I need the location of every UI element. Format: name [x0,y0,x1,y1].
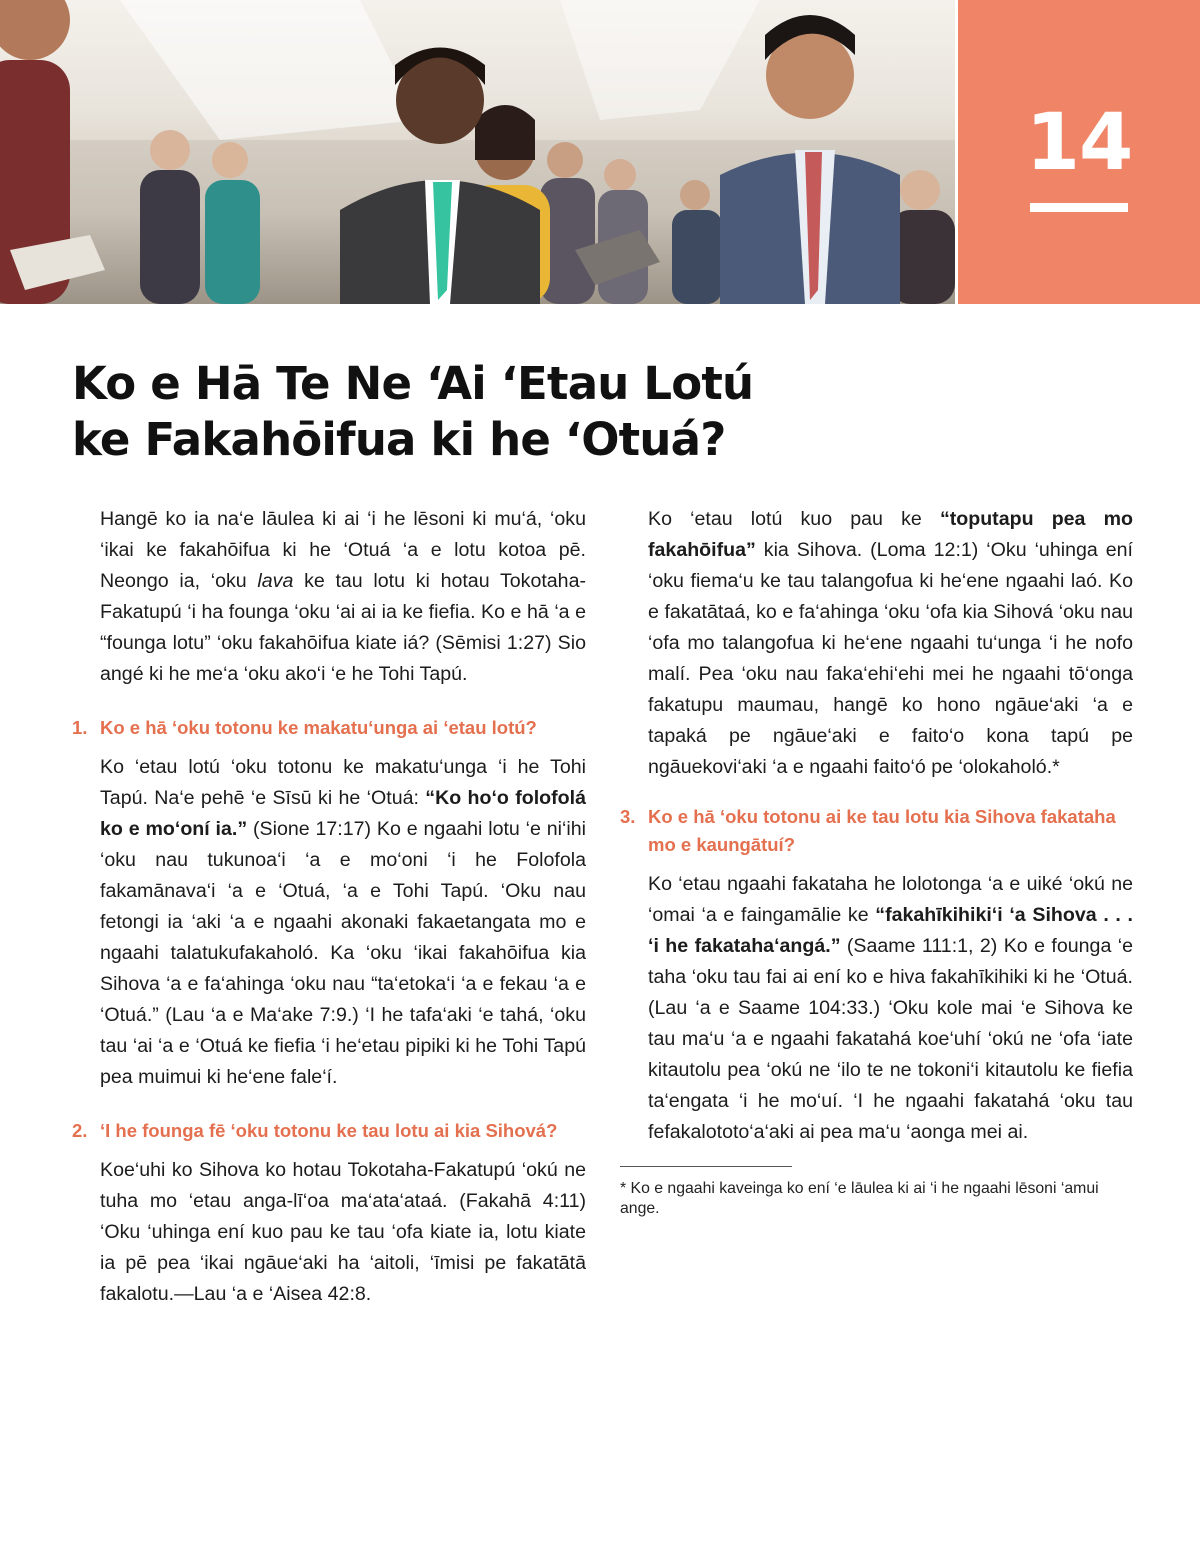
header-photo [0,0,955,304]
section-2b-text-1: Ko ‘etau lotú kuo pau ke [648,508,940,530]
section-2-paragraph [100,1155,586,1310]
intro-emphasis: lava [257,570,294,592]
right-column [620,504,1133,1219]
section-2b-quote: “toputapu pea mo fakahōifua” [648,508,1133,561]
section-2b-text-2: kia Sihova. (Loma 12:1) ‘Oku ‘uhinga ení ‘oku fiema‘u ke tau talangofua ki he‘ene ngaahi laó. Ko e fakatātaá, ko e fa‘ahinga ‘oku ‘ofa kia Sihová ‘oku nau ‘ofa mo talangofua ki he‘ene ngaahi tu‘unga ‘i he nofo malí. Pea ‘oku nau faka‘ehi‘ehi mei he ngaahi tō‘onga fakatupu maumau, hangē ko hono ngāue‘aki ‘a e tapaká pe ngāue‘aki e faito‘o kona tapú pe ngāuekovi‘aki ‘a e ngaahi faito‘ó pe ‘olokaholó.* [648,539,1133,778]
question-3-text: Ko e hā ‘oku totonu ai ke tau lotu kia Sihova fakataha mo e kaungātuí? [648,806,1116,855]
question-3 [620,803,1133,859]
question-1-number: 1. [72,717,88,738]
chapter-rule [1030,203,1128,212]
left-column [72,504,586,1310]
section-3-text-1: Ko ‘etau ngaahi fakataha he lolotonga ‘a e uiké ‘okú ne ‘omai ‘a e faingamālie ke [648,873,1133,926]
congregation-singing-image [0,0,955,304]
section-1-text-2: (Sione 17:17) Ko e ngaahi lotu ‘e ni‘ihi ‘oku nau tukunoa‘i ‘a e mo‘oni ‘i he Folofola fakamānava‘i ‘a e ‘Otuá, ‘a e Tohi Tapú. ‘Oku nau fetongi ia ‘aki ‘a e ngaahi akonaki fakaetangata mo e ngaahi talatukufakaholó. Ka ‘oku ‘ikai fakahōifua kia Sihova ‘a e fa‘ahinga ‘oku nau “ta‘etoka‘i ‘a e fekau ‘a e ‘Otuá.” (Lau ‘a e Ma‘ake 7:9.) ‘I he tafa‘aki ‘e tahá, ‘oku tau ‘ai ‘a e ‘Otuá ke fiefia ‘i he‘etau pipiki ki he Tohi Tapú pea muimui ki he‘ene fale‘í. [100,818,586,1088]
section-2-continued-paragraph [648,504,1133,783]
title-line-2: ke Fakahōifua ki he ‘Otuá? [72,413,726,466]
question-1 [72,714,586,742]
section-3-text-2: (Saame 111:1, 2) Ko e founga ‘e taha ‘oku tau fai ai ení ko e hiva fakahīkihiki ki he ‘Otuá. (Lau ‘a e Saame 104:33.) ‘Oku kole mai ‘e Sihova ke tau ma‘u ‘a e ngaahi fakatahá koe‘uhí ‘okú ne ‘ofa ‘iate kitautolu pea ‘okú ne ‘ilo te ne tokoni‘i kitautolu ke fiefia ta‘engata ‘i he mo‘uí. ‘I he ngaahi fakatahá ‘oku tau fefakalototo‘a‘aki ai pea ma‘u ‘aonga mei ai. [648,935,1134,1143]
section-3-paragraph [648,869,1133,1148]
section-1-quote: “Ko ho‘o folofolá ko e mo‘oní ia.” [100,787,586,840]
footnote-divider [620,1166,792,1167]
question-1-text: Ko e hā ‘oku totonu ke makatu‘unga ai ‘etau lotú? [100,717,537,738]
footnote: * Ko e ngaahi kaveinga ko ení ‘e lāulea ki ai ‘i he ngaahi lēsoni ‘amui ange. [620,1180,1099,1217]
title-line-1: Ko e Hā Te Ne ‘Ai ‘Etau Lotú [72,357,754,410]
intro-text-1: Hangē ko ia na‘e lāulea ki ai ‘i he lēsoni ki mu‘á, ‘oku ‘ikai ke fakahōifua ki he ‘Otuá ‘a e lotu kotoa pē. Neongo ia, ‘oku [100,508,586,592]
section-3-quote: “fakahīkihiki‘i ‘a Sihova . . . ‘i he fakataha‘angá.” [648,904,1134,957]
section-1-paragraph [100,752,586,1093]
chapter-badge [958,0,1200,304]
intro-paragraph [100,504,586,690]
chapter-number: 14 [1025,98,1133,188]
section-2-text: Koe‘uhi ko Sihova ko hotau Tokotaha-Fakatupú ‘okú ne tuha mo ‘etau anga-lī‘oa ma‘ata‘ataá. (Fakahā 4:11) ‘Oku ‘uhinga ení kuo pau ke tau ‘ofa kiate ia, lotu kiate ia pē pea ‘ikai ngāue‘aki ha ‘aitoli, ‘īmisi pe fakatātā fakalotu.—Lau ‘a e ‘Aisea 42:8. [100,1159,586,1305]
intro-text-2: ke tau lotu ki hotau Tokotaha-Fakatupú ‘i ha founga ‘oku ‘ai ai ia ke fiefia. Ko e hā ‘a e “founga lotu” ‘oku fakahōifua kiate iá? (Sēmisi 1:27) Sio angé ki he me‘a ‘oku ako‘i ‘e he Tohi Tapú. [100,570,587,685]
section-1-text-1: Ko ‘etau lotú ‘oku totonu ke makatu‘unga ‘i he Tohi Tapú. Na‘e pehē ‘e Sīsū ki he ‘Otuá: [100,756,586,809]
question-3-number: 3. [620,806,636,827]
page-title [72,356,972,468]
question-2-text: ‘I he founga fē ‘oku totonu ke tau lotu ai kia Sihová? [100,1120,558,1141]
question-2-number: 2. [72,1120,88,1141]
question-2 [72,1117,586,1145]
